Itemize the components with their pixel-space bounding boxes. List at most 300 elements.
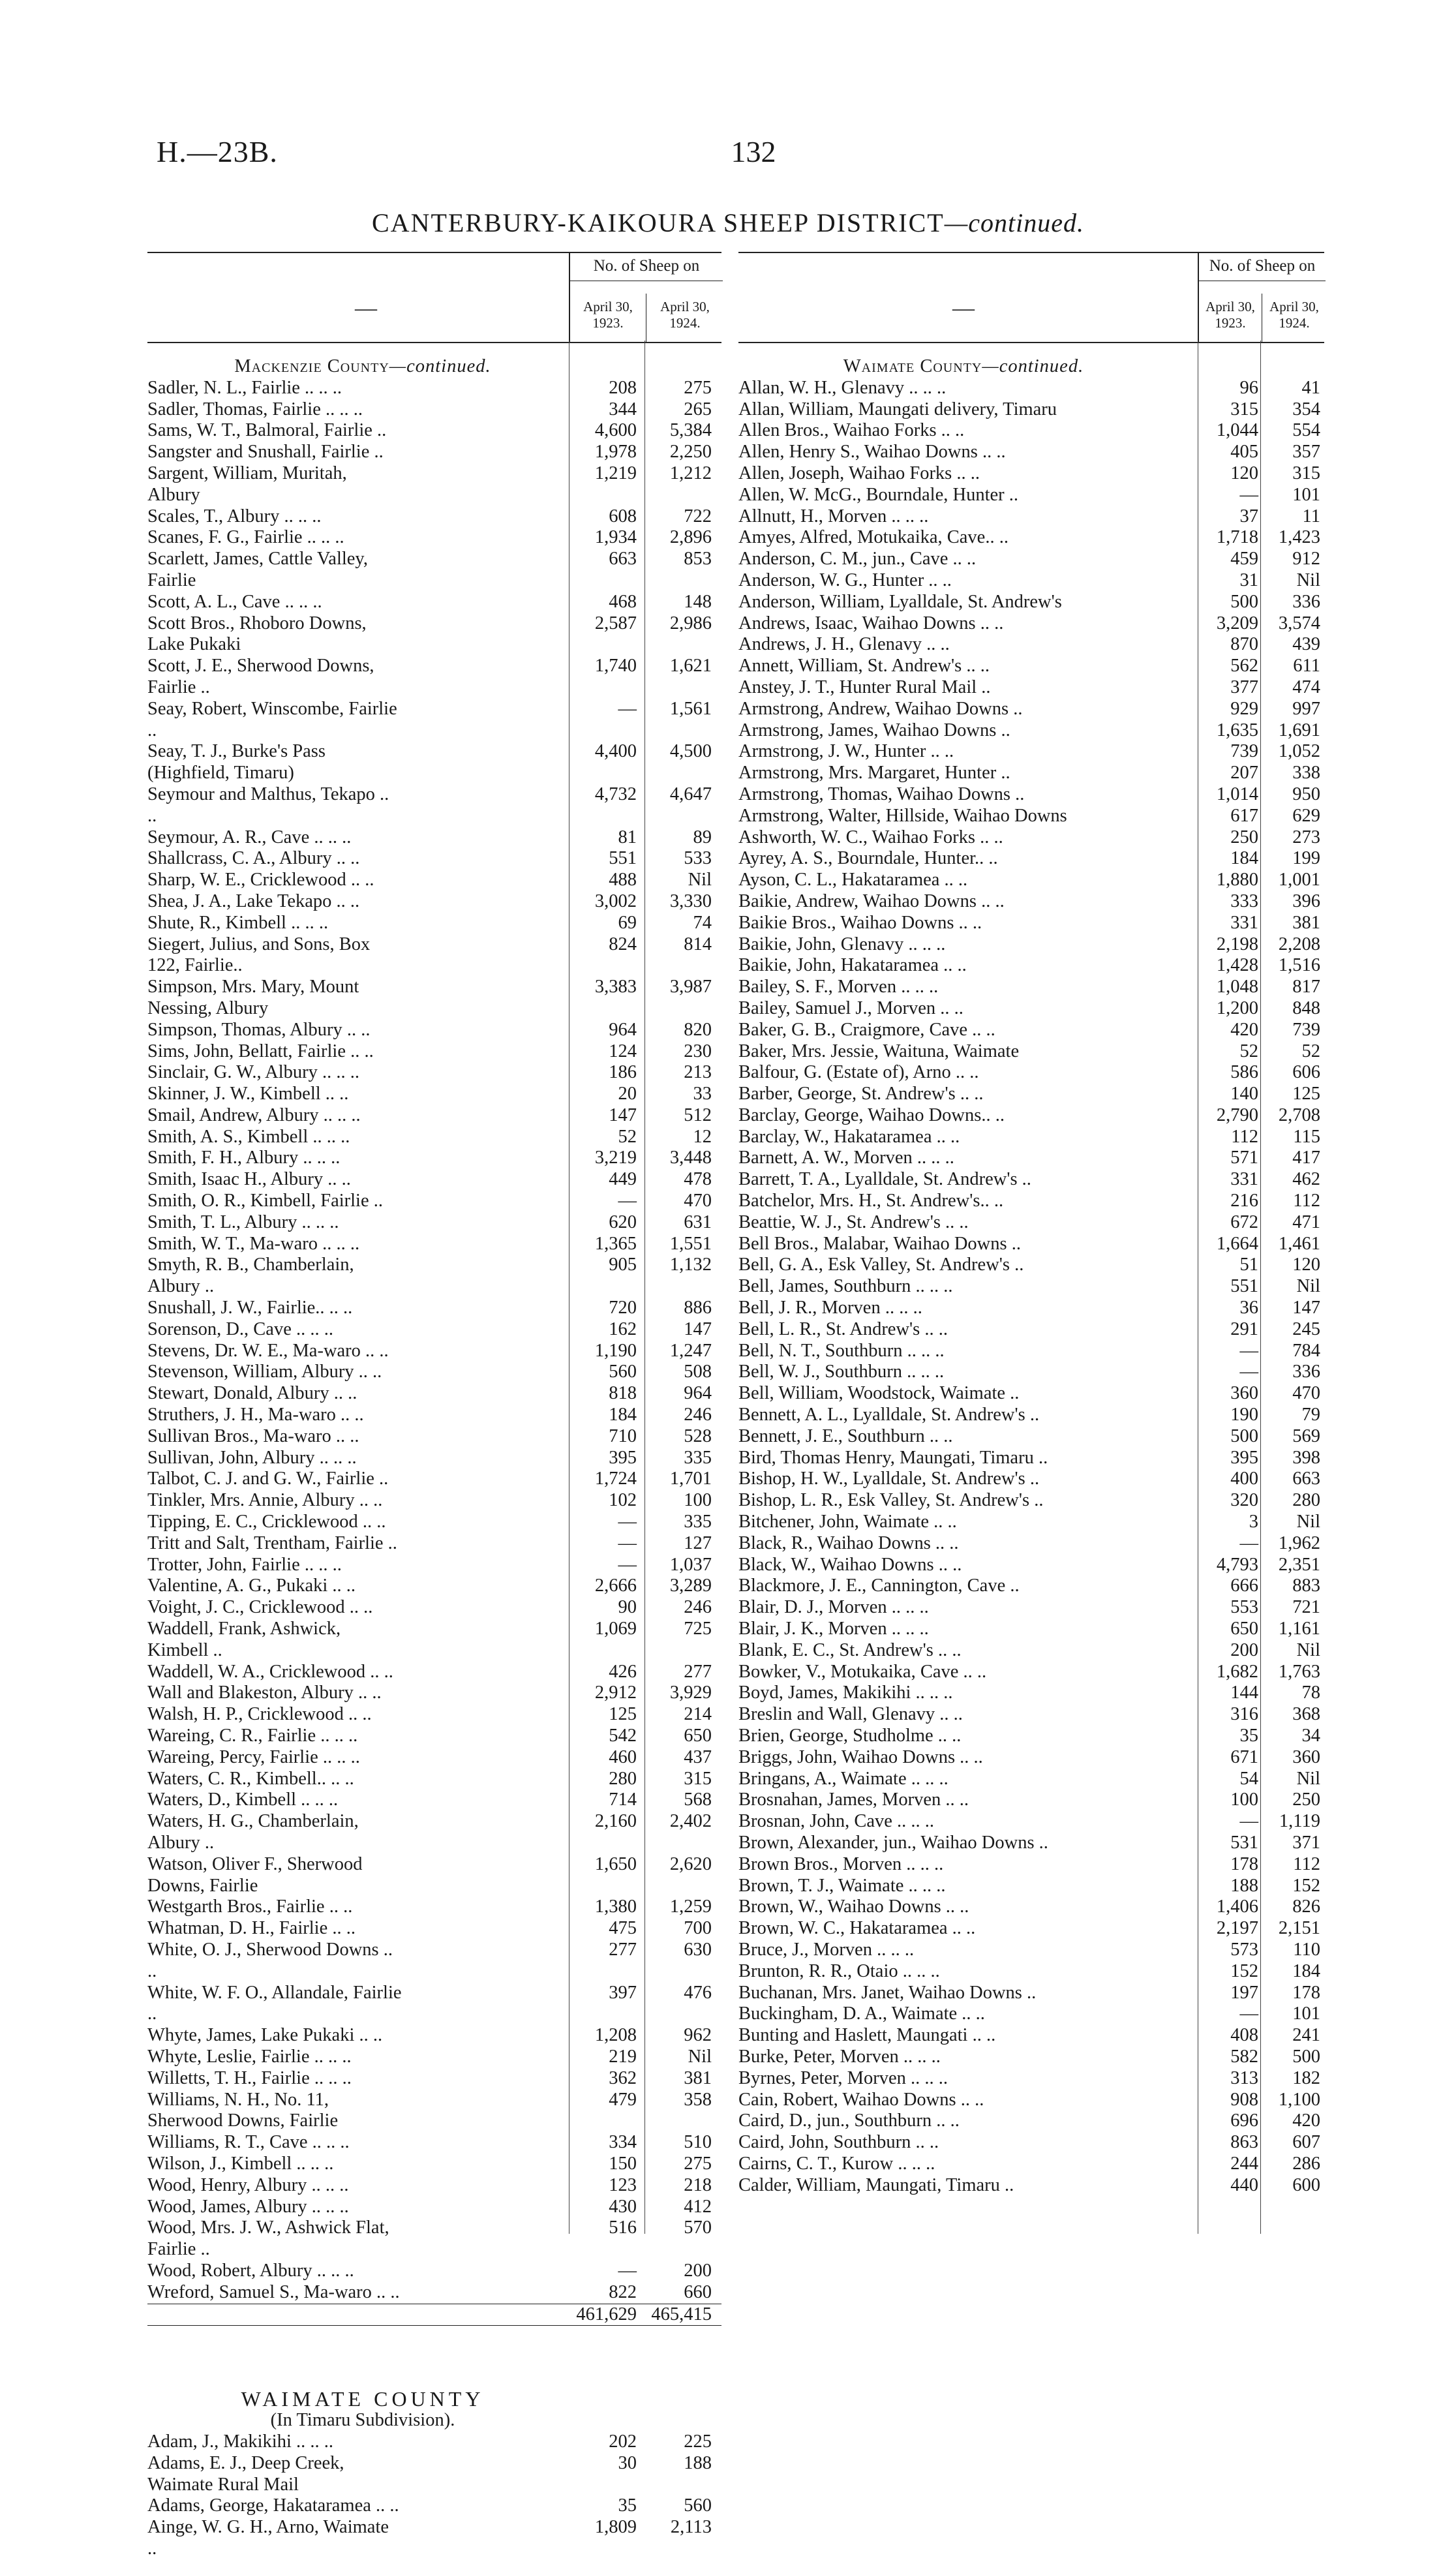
- sheep-1924-value: 41: [1301, 377, 1320, 398]
- sheep-1923-value: 1,069: [594, 1619, 637, 1639]
- table-row: [147, 1148, 721, 1169]
- sheep-1923-value: 720: [609, 1298, 637, 1318]
- right-table-rows: [738, 356, 1324, 2197]
- table-row: [738, 570, 1324, 592]
- table-row: [738, 1811, 1324, 1833]
- table-row: [147, 2068, 721, 2090]
- sheep-1924-value: 663: [1292, 1469, 1320, 1489]
- table-row: [738, 2004, 1324, 2025]
- sheep-1924-value: 1,763: [1278, 1661, 1320, 1682]
- table-row: [738, 2154, 1324, 2175]
- sheep-1924-value: 1,001: [1278, 870, 1320, 891]
- owner-name: Blair, J. K., Morven .. .. ..: [738, 1619, 929, 1639]
- sheep-1923-value: 714: [609, 1790, 637, 1810]
- owner-name: Seymour and Malthus, Tekapo .. ..: [147, 784, 389, 826]
- sheep-1924-value: 147: [1292, 1298, 1320, 1318]
- sheep-1923-value: 202: [609, 2431, 637, 2452]
- sheep-1923-value: 2,790: [1216, 1105, 1258, 1125]
- table-row: [147, 1704, 721, 1726]
- owner-name: Bell, L. R., St. Andrew's .. ..: [738, 1318, 948, 1339]
- owner-name: Smith, F. H., Albury .. .. ..: [147, 1148, 341, 1168]
- sheep-1924-value: 218: [684, 2174, 712, 2195]
- owner-name: Barnett, A. W., Morven .. .. ..: [738, 1148, 954, 1168]
- sheep-1923-value: 3: [1249, 1512, 1258, 1532]
- sheep-1923-value: 4,732: [594, 784, 637, 804]
- sheep-1923-value: 2,198: [1216, 934, 1258, 954]
- sheep-1924-value: 214: [684, 1704, 712, 1725]
- heading-italic: —continued.: [982, 356, 1084, 376]
- sheep-1923-value: 449: [609, 1169, 637, 1190]
- owner-name: Seymour, A. R., Cave .. .. ..: [147, 827, 352, 847]
- sheep-1923-value: 2,197: [1216, 1918, 1258, 1939]
- table-row: [738, 1662, 1324, 1683]
- sheep-1924-value: 34: [1301, 1726, 1320, 1746]
- sheep-1924-value: 607: [1292, 2132, 1320, 2153]
- page-number: 132: [731, 135, 776, 168]
- sheep-1924-value: 52: [1301, 1041, 1320, 1061]
- sheep-1923-value: 500: [1230, 591, 1258, 612]
- sheep-1923-value: 186: [609, 1062, 637, 1083]
- left-table: [147, 252, 721, 2559]
- sheep-1924-value: 721: [1292, 1597, 1320, 1618]
- owner-name: Trotter, John, Fairlie .. .. ..: [147, 1554, 342, 1575]
- owner-name: Black, W., Waihao Downs .. ..: [738, 1554, 962, 1575]
- sheep-1923-value: 671: [1230, 1746, 1258, 1767]
- owner-name: Simpson, Thomas, Albury .. ..: [147, 1019, 371, 1040]
- table-row: [738, 1876, 1324, 1897]
- table-row: [147, 2090, 721, 2133]
- sheep-1923-value: 571: [1230, 1148, 1258, 1168]
- sheep-1923-value: 1,682: [1216, 1661, 1258, 1682]
- sheep-1923-value: 479: [609, 2089, 637, 2110]
- sheep-1924-value: 1,516: [1278, 955, 1320, 976]
- owner-name: Tritt and Salt, Trentham, Fairlie ..: [147, 1532, 397, 1553]
- table-row: [738, 1105, 1324, 1127]
- table-row: [738, 699, 1324, 720]
- owner-name: Brown, Alexander, jun., Waihao Downs ..: [738, 1832, 1048, 1853]
- sheep-1924-value: 478: [684, 1169, 712, 1190]
- table-row: [147, 2197, 721, 2218]
- table-row: [147, 1191, 721, 1212]
- sheep-1923-value: 430: [609, 2196, 637, 2217]
- table-row: [147, 2495, 721, 2517]
- sheep-1924-value: 396: [1292, 891, 1320, 911]
- owner-name: Tinkler, Mrs. Annie, Albury .. ..: [147, 1490, 383, 1511]
- sheep-1924-value: 1,423: [1278, 527, 1320, 548]
- owner-name: Wood, Mrs. J. W., Ashwick Flat, Fairlie ..: [147, 2217, 389, 2260]
- owner-name: Burke, Peter, Morven .. .. ..: [738, 2046, 941, 2067]
- sheep-1923-value: 178: [1230, 1853, 1258, 1874]
- owner-name: Brien, George, Studholme .. ..: [738, 1726, 962, 1746]
- owner-name: Anderson, William, Lyalldale, St. Andrew's: [738, 591, 1062, 612]
- table-row: [147, 870, 721, 891]
- sheep-1923-value: 475: [609, 1918, 637, 1939]
- owner-name: Siegert, Julius, and Sons, Box 122, Fairlie..: [147, 934, 371, 976]
- sheep-1923-value: —: [1239, 1362, 1258, 1382]
- table-row: [147, 2453, 721, 2496]
- sheep-1924-value: 2,208: [1278, 934, 1320, 954]
- owner-name: Bailey, S. F., Morven .. .. ..: [738, 977, 939, 998]
- table-row: [147, 1683, 721, 1704]
- owner-name: Bailey, Samuel J., Morven .. ..: [738, 998, 963, 1018]
- sheep-1923-value: 35: [1239, 1726, 1258, 1746]
- sheep-1924-value: 1,701: [669, 1469, 712, 1489]
- sheep-1924-value: 277: [684, 1661, 712, 1682]
- owner-name: Allen, Joseph, Waihao Forks .. ..: [738, 463, 980, 483]
- left-table-header: [147, 252, 721, 343]
- sheep-1924-value: 213: [684, 1062, 712, 1083]
- sheep-count-header: [569, 253, 723, 342]
- owner-name: Walsh, H. P., Cricklewood .. ..: [147, 1704, 372, 1725]
- owner-name: Willetts, T. H., Fairlie .. .. ..: [147, 2067, 352, 2088]
- owner-name: Brown Bros., Morven .. .. ..: [738, 1853, 944, 1874]
- table-row: [738, 1148, 1324, 1169]
- table-row: [738, 1983, 1324, 2004]
- sheep-1924-value: 650: [684, 1726, 712, 1746]
- sheep-1923-value: 188: [1230, 1875, 1258, 1896]
- sheep-1924-value: Nil: [1296, 1639, 1320, 1660]
- sheep-1923-value: 1,406: [1216, 1897, 1258, 1917]
- owner-name: Snushall, J. W., Fairlie.. .. ..: [147, 1298, 353, 1318]
- sheep-1923-value: 1,219: [594, 463, 637, 483]
- table-row: [147, 2025, 721, 2047]
- sheep-1924-value: 2,986: [669, 613, 712, 633]
- table-row: [147, 1769, 721, 1790]
- sheep-1924-value: 184: [1292, 1960, 1320, 1981]
- owner-name: Bruce, J., Morven .. .. ..: [738, 1939, 915, 1960]
- sheep-1923-value: 3,209: [1216, 613, 1258, 633]
- owner-name: Smith, Isaac H., Albury .. ..: [147, 1169, 351, 1190]
- sheep-1924-value: 120: [1292, 1255, 1320, 1275]
- sheep-1923-value: 4,793: [1216, 1554, 1258, 1575]
- sheep-1924-value: 381: [684, 2067, 712, 2088]
- table-row: [738, 2110, 1324, 2132]
- owner-name: Armstrong, Walter, Hillside, Waihao Downs: [738, 805, 1067, 826]
- table-row: [147, 527, 721, 549]
- table-row: [738, 1276, 1324, 1298]
- sheep-1924-value: 631: [684, 1211, 712, 1232]
- sheep-1923-value: 870: [1230, 634, 1258, 655]
- sheep-1924-value: 814: [684, 934, 712, 954]
- sheep-1924-value: 315: [1292, 463, 1320, 483]
- sheep-1924-value: 722: [684, 506, 712, 526]
- sheep-1924-value: 420: [1292, 2110, 1320, 2131]
- sheep-1923-value: 863: [1230, 2132, 1258, 2153]
- sheep-1924-value: 100: [684, 1490, 712, 1511]
- table-row: [738, 955, 1324, 977]
- table-row: [738, 634, 1324, 656]
- owner-name: Bell, J. R., Morven .. .. ..: [738, 1298, 922, 1318]
- sheep-1923-value: 582: [1230, 2046, 1258, 2067]
- table-row: [147, 463, 721, 506]
- owner-name: Waddell, Frank, Ashwick, Kimbell ..: [147, 1619, 341, 1660]
- sheep-1923-value: 1,380: [594, 1897, 637, 1917]
- table-row: [147, 1918, 721, 1940]
- sheep-1923-value: 124: [609, 1041, 637, 1061]
- sheep-1924-value: 182: [1292, 2067, 1320, 2088]
- owner-name: Williams, R. T., Cave .. .. ..: [147, 2132, 350, 2153]
- owner-name: Bennett, A. L., Lyalldale, St. Andrew's ..: [738, 1405, 1040, 1425]
- sheep-1924-value: 3,929: [669, 1683, 712, 1703]
- sheep-1924-value: 1,247: [669, 1340, 712, 1361]
- sheep-1924-value: 629: [1292, 805, 1320, 826]
- owner-name: Shute, R., Kimbell .. .. ..: [147, 912, 329, 933]
- sheep-count-header: [1198, 253, 1326, 342]
- sheep-1924-value: 2,896: [669, 527, 712, 548]
- table-row: [147, 442, 721, 463]
- sheep-1923-value: 822: [609, 2281, 637, 2302]
- table-row: [738, 1405, 1324, 1426]
- sheep-1924-value: 412: [684, 2196, 712, 2217]
- sheep-1924-value: 1,212: [669, 463, 712, 483]
- sheep-1923-value: 663: [609, 549, 637, 570]
- table-row: [738, 442, 1324, 463]
- sheep-1924-value: 79: [1301, 1405, 1320, 1425]
- subdivision-heading: [147, 2410, 721, 2431]
- sheep-1923-value: 52: [618, 1126, 637, 1147]
- sheep-1923-value: 420: [1230, 1019, 1258, 1040]
- owner-name: Sorenson, D., Cave .. .. ..: [147, 1318, 333, 1339]
- owner-name: Sargent, William, Muritah, Albury: [147, 463, 347, 505]
- sheep-1923-value: 150: [609, 2153, 637, 2174]
- owner-name: Waters, D., Kimbell .. .. ..: [147, 1790, 339, 1810]
- owner-name: Wilson, J., Kimbell .. .. ..: [147, 2153, 334, 2174]
- table-row: [738, 1234, 1324, 1255]
- table-row: [147, 1576, 721, 1597]
- sheep-1923-value: 147: [609, 1105, 637, 1125]
- table-row: [147, 2132, 721, 2154]
- owner-name: Anderson, W. G., Hunter .. ..: [738, 570, 952, 590]
- owner-name: Briggs, John, Waihao Downs .. ..: [738, 1746, 983, 1767]
- table-row: [147, 1983, 721, 2026]
- table-row: [147, 1811, 721, 1854]
- table-row: [738, 1191, 1324, 1212]
- owner-name: Voight, J. C., Cricklewood .. ..: [147, 1597, 373, 1618]
- owner-name: Sullivan Bros., Ma-waro .. ..: [147, 1425, 359, 1446]
- table-row: [738, 998, 1324, 1020]
- sheep-1923-value: 250: [1230, 827, 1258, 847]
- owner-name: Bell, William, Woodstock, Waimate ..: [738, 1383, 1020, 1404]
- table-row: [738, 2090, 1324, 2111]
- sheep-1924-value: 273: [1292, 827, 1320, 847]
- table-row: [738, 2068, 1324, 2090]
- owner-name: Breslin and Wall, Glenavy .. ..: [738, 1704, 963, 1725]
- sheep-1923-value: 81: [618, 827, 637, 847]
- sheep-1924-value: 250: [1292, 1790, 1320, 1810]
- sheep-1924-value: 439: [1292, 634, 1320, 655]
- sheep-1924-value: 336: [1292, 1362, 1320, 1382]
- table-row: [738, 1512, 1324, 1533]
- report-reference: H.—23B.: [157, 135, 278, 168]
- table-row: [738, 1062, 1324, 1084]
- sheep-1923-value: 120: [1230, 463, 1258, 483]
- owner-name: Ashworth, W. C., Waihao Forks .. ..: [738, 827, 1003, 847]
- sheep-1923-value: 440: [1230, 2174, 1258, 2195]
- owner-name: Barber, George, St. Andrew's .. ..: [738, 1084, 984, 1105]
- table-row: [147, 848, 721, 870]
- table-row: [147, 1169, 721, 1191]
- sheep-1924-value: 3,987: [669, 977, 712, 998]
- owner-name: Brosnan, John, Cave .. .. ..: [738, 1811, 935, 1832]
- sheep-1924-value: 101: [1292, 2004, 1320, 2024]
- sheep-1924-value: 336: [1292, 591, 1320, 612]
- owner-name: Scales, T., Albury .. .. ..: [147, 506, 322, 526]
- sheep-1924-value: Nil: [688, 2046, 712, 2067]
- table-row: [147, 741, 721, 784]
- owner-name: Calder, William, Maungati, Timaru ..: [738, 2174, 1014, 2195]
- sheep-1924-value: 280: [1292, 1490, 1320, 1511]
- owner-name: Blackmore, J. E., Cannington, Cave ..: [738, 1576, 1020, 1596]
- right-table: [738, 252, 1324, 2235]
- owner-name: Whatman, D. H., Fairlie .. ..: [147, 1918, 356, 1939]
- sheep-1923-value: —: [618, 1532, 637, 1553]
- table-row: [147, 2261, 721, 2282]
- table-row: [147, 549, 721, 592]
- owner-name: Williams, N. H., No. 11, Sherwood Downs, Fairlie: [147, 2089, 339, 2131]
- table-row: [738, 720, 1324, 742]
- table-row: [738, 1127, 1324, 1148]
- sheep-1924-value: 739: [1292, 1019, 1320, 1040]
- owner-name: Bishop, H. W., Lyalldale, St. Andrew's ..: [738, 1469, 1040, 1489]
- sheep-1923-value: 1,718: [1216, 527, 1258, 548]
- owner-name: Smith, W. T., Ma-waro .. .. ..: [147, 1233, 360, 1254]
- table-row: [738, 463, 1324, 485]
- sheep-1924-value: 200: [684, 2260, 712, 2281]
- owner-name: Watson, Oliver F., Sherwood Downs, Fairlie: [147, 1853, 363, 1896]
- table-row: [738, 1961, 1324, 1983]
- table-row: [147, 1234, 721, 1255]
- sheep-1923-value: 4,600: [594, 420, 637, 441]
- table-row: [147, 1255, 721, 1298]
- sheep-1923-value: 219: [609, 2046, 637, 2067]
- owner-name: Allan, William, Maungati delivery, Timaru: [738, 399, 1057, 419]
- owner-name: Sullivan, John, Albury .. .. ..: [147, 1447, 357, 1468]
- table-row: [738, 1555, 1324, 1576]
- owner-name: Sadler, N. L., Fairlie .. .. ..: [147, 377, 342, 398]
- sheep-1923-value: 291: [1230, 1318, 1258, 1339]
- sheep-1923-value: 316: [1230, 1704, 1258, 1725]
- sheep-1923-value: 1,740: [594, 656, 637, 677]
- sheep-1924-value: 199: [1292, 848, 1320, 869]
- sheep-1923-value: 531: [1230, 1832, 1258, 1853]
- spacer: [147, 2326, 721, 2388]
- table-row: [738, 784, 1324, 806]
- sheep-1924-value: 354: [1292, 399, 1320, 419]
- sheep-1924-value: Nil: [1296, 1276, 1320, 1297]
- sheep-1923-value: 672: [1230, 1211, 1258, 1232]
- sheep-1923-value: 96: [1239, 377, 1258, 398]
- owner-name: Anstey, J. T., Hunter Rural Mail ..: [738, 677, 991, 697]
- sheep-1923-value: 31: [1239, 570, 1258, 590]
- owner-name: Bell, G. A., Esk Valley, St. Andrew's ..: [738, 1255, 1024, 1275]
- sheep-1924-value: 3,574: [1278, 613, 1320, 633]
- sheep-1924-value: 560: [684, 2495, 712, 2516]
- owner-name: Adams, E. J., Deep Creek, Waimate Rural Mail: [147, 2452, 344, 2495]
- sheep-1923-value: —: [618, 2260, 637, 2281]
- sheep-1924-value: 437: [684, 1746, 712, 1767]
- sheep-1923-value: 112: [1231, 1126, 1258, 1147]
- sheep-1923-value: 333: [1230, 891, 1258, 911]
- sheep-1923-value: 190: [1230, 1405, 1258, 1425]
- sheep-1924-value: 368: [1292, 1704, 1320, 1725]
- sheep-1923-value: 395: [1230, 1447, 1258, 1468]
- sheep-1923-value: 405: [1230, 442, 1258, 463]
- sheep-1924-value: 820: [684, 1019, 712, 1040]
- sheep-1923-value: 1,635: [1216, 720, 1258, 740]
- owner-name: Brown, T. J., Waimate .. .. ..: [738, 1875, 946, 1896]
- table-row: [738, 1448, 1324, 1469]
- sheep-1923-value: 102: [609, 1490, 637, 1511]
- sheep-1924-value: 853: [684, 549, 712, 570]
- owner-name: Struthers, J. H., Ma-waro .. ..: [147, 1405, 364, 1425]
- sheep-1924-value: 1,161: [1278, 1619, 1320, 1639]
- sheep-1923-value: 140: [1230, 1084, 1258, 1105]
- table-row: [147, 977, 721, 1020]
- table-row: [738, 485, 1324, 506]
- table-row: [147, 1383, 721, 1405]
- table-row: [147, 2047, 721, 2068]
- sheep-1923-value: 3,383: [594, 977, 637, 998]
- sheep-1923-value: 739: [1230, 741, 1258, 762]
- col-1924-header: April 30, 1924.: [1269, 299, 1319, 331]
- table-row: [147, 420, 721, 442]
- sheep-1923-value: 551: [1230, 1276, 1258, 1297]
- owner-name: Bowker, V., Motukaika, Cave .. ..: [738, 1661, 987, 1682]
- table-row: [738, 1790, 1324, 1811]
- table-row: [738, 1747, 1324, 1769]
- owner-name: Brosnahan, James, Morven .. ..: [738, 1790, 969, 1810]
- table-row: [147, 1469, 721, 1490]
- table-row: [147, 2282, 721, 2304]
- sheep-1924-value: 398: [1292, 1447, 1320, 1468]
- table-row: [738, 549, 1324, 570]
- table-row: [147, 1940, 721, 1983]
- owner-name: Black, R., Waihao Downs .. ..: [738, 1532, 959, 1553]
- sheep-1924-value: 338: [1292, 763, 1320, 784]
- owner-name: White, O. J., Sherwood Downs .. ..: [147, 1939, 393, 1981]
- owner-name: Bell, W. J., Southburn .. .. ..: [738, 1362, 945, 1382]
- sheep-1924-value: 115: [1293, 1126, 1320, 1147]
- table-row: [147, 1726, 721, 1747]
- owner-name: Barrett, T. A., Lyalldale, St. Andrew's ..: [738, 1169, 1031, 1190]
- owner-name: Talbot, C. J. and G. W., Fairlie ..: [147, 1469, 389, 1489]
- sheep-1923-value: 400: [1230, 1469, 1258, 1489]
- sheep-1924-value: 471: [1292, 1211, 1320, 1232]
- table-row: [147, 891, 721, 913]
- table-row: [738, 1726, 1324, 1747]
- sheep-1923-value: 608: [609, 506, 637, 526]
- sheep-1924-value: 265: [684, 399, 712, 419]
- sheep-count-group-label: No. of Sheep on: [570, 257, 723, 281]
- owner-name: Allan, W. H., Glenavy .. .. ..: [738, 377, 947, 398]
- col-1923-header: April 30, 1923.: [1206, 299, 1255, 331]
- sheep-1924-value: 178: [1292, 1982, 1320, 2003]
- owner-name: Armstrong, James, Waihao Downs ..: [738, 720, 1010, 740]
- owner-name: Allen, Henry S., Waihao Downs .. ..: [738, 442, 1006, 463]
- sheep-1923-value: 1,650: [594, 1853, 637, 1874]
- table-row: [147, 699, 721, 742]
- sheep-1924-value: 110: [1293, 1939, 1320, 1960]
- sheep-1923-value: 553: [1230, 1597, 1258, 1618]
- sheep-1924-value: 112: [1293, 1853, 1320, 1874]
- sheep-1924-value: 2,402: [669, 1811, 712, 1832]
- sheep-1924-value: Nil: [1296, 570, 1320, 590]
- owner-name: Skinner, J. W., Kimbell .. ..: [147, 1084, 349, 1105]
- table-row: [738, 1918, 1324, 1940]
- owner-name: Byrnes, Peter, Morven .. .. ..: [738, 2067, 948, 2088]
- owner-name: Allen Bros., Waihao Forks .. ..: [738, 420, 965, 441]
- owner-name: Caird, John, Southburn .. ..: [738, 2132, 939, 2153]
